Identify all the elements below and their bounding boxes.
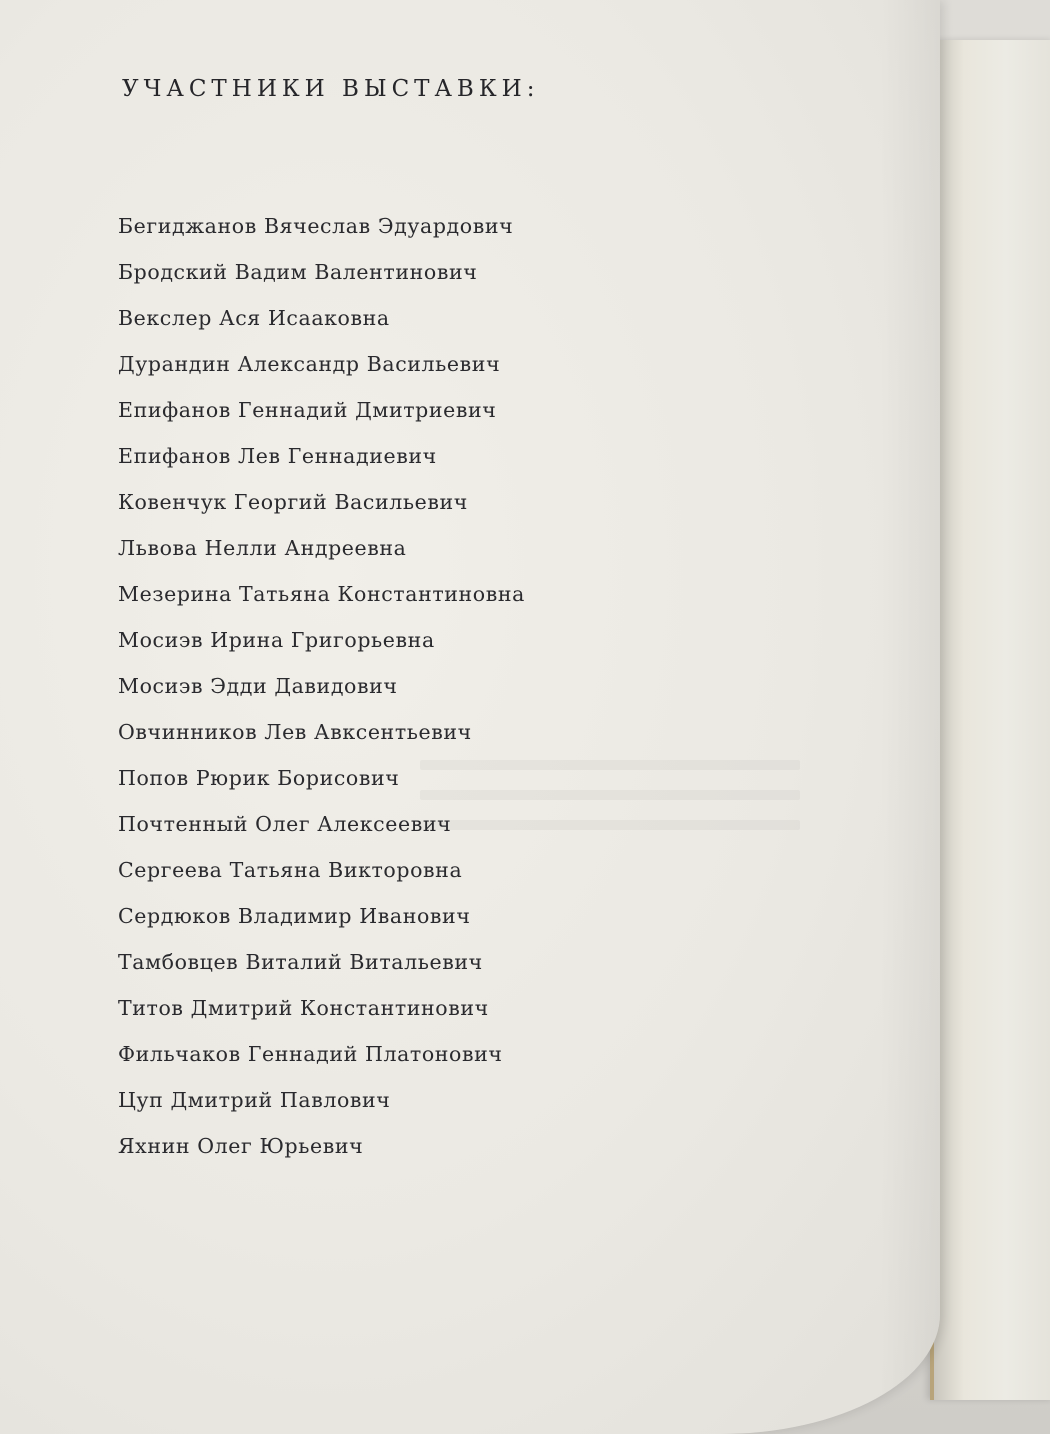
participant-name: Ковенчук Георгий Васильевич	[118, 490, 468, 514]
participant-name: Львова Нелли Андреевна	[118, 536, 407, 560]
participant-name: Мосиэв Ирина Григорьевна	[118, 628, 435, 652]
participant-name: Дурандин Александр Васильевич	[118, 352, 501, 376]
participant-name: Бегиджанов Вячеслав Эдуардович	[118, 214, 514, 238]
page-heading: УЧАСТНИКИ ВЫСТАВКИ:	[122, 76, 540, 102]
participant-name: Титов Дмитрий Константинович	[118, 996, 489, 1020]
participant-name: Сердюков Владимир Иванович	[118, 904, 471, 928]
participant-name: Овчинников Лев Авксентьевич	[118, 720, 472, 744]
participant-name: Фильчаков Геннадий Платонович	[118, 1042, 503, 1066]
participant-name: Мезерина Татьяна Константиновна	[118, 582, 525, 606]
participant-name: Цуп Дмитрий Павлович	[118, 1088, 391, 1112]
participant-name: Бродский Вадим Валентинович	[118, 260, 478, 284]
participants-list	[118, 206, 525, 1172]
participant-name: Тамбовцев Виталий Витальевич	[118, 950, 483, 974]
participant-name: Епифанов Лев Геннадиевич	[118, 444, 437, 468]
participant-name: Епифанов Геннадий Дмитриевич	[118, 398, 497, 422]
participant-name: Мосиэв Эдди Давидович	[118, 674, 398, 698]
participant-name: Почтенный Олег Алексеевич	[118, 812, 452, 836]
participant-name: Векслер Ася Исааковна	[118, 306, 390, 330]
adjacent-page-edge	[930, 40, 1050, 1400]
participant-name: Яхнин Олег Юрьевич	[118, 1134, 364, 1158]
participant-name: Попов Рюрик Борисович	[118, 766, 400, 790]
participant-name: Сергеева Татьяна Викторовна	[118, 858, 463, 882]
